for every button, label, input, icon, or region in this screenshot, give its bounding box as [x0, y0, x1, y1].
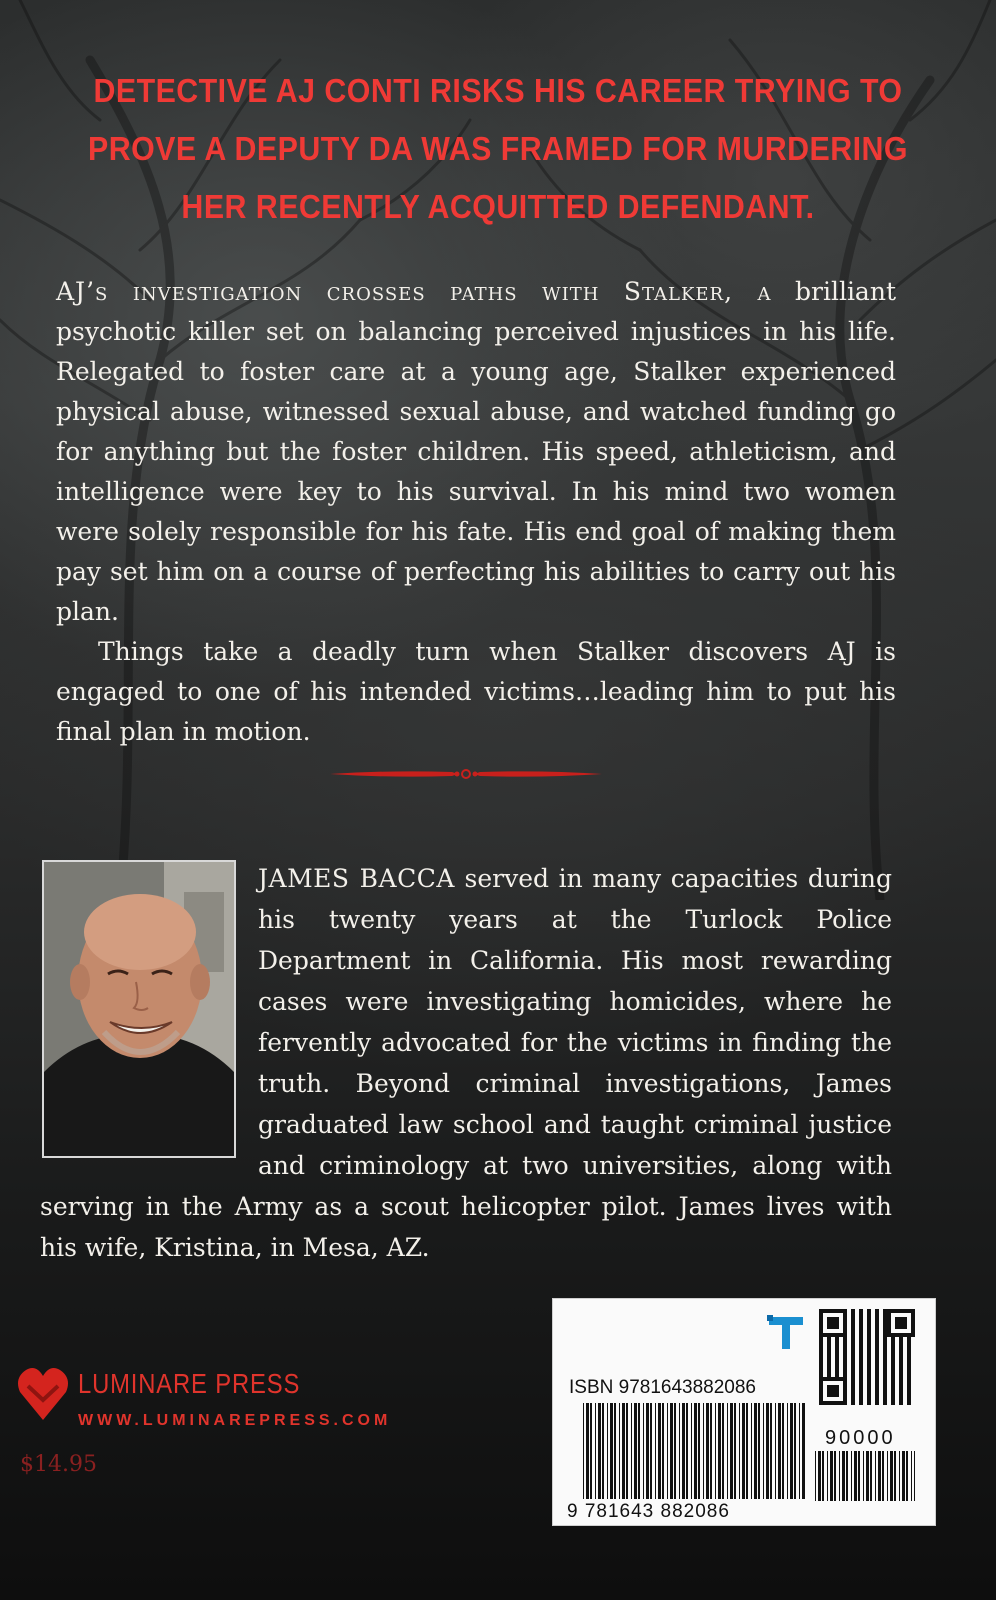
publisher-name: LUMINARE PRESS — [78, 1368, 301, 1399]
book-synopsis — [56, 272, 896, 752]
t-logo-icon — [767, 1313, 805, 1351]
heart-logo-icon — [18, 1364, 68, 1422]
publisher-url: WWW.LUMINAREPRESS.COM — [78, 1412, 392, 1429]
headline-line: HER RECENTLY ACQUITTED DEFENDANT. — [181, 188, 815, 225]
isbn-barcode — [583, 1403, 805, 1499]
headline-line: DETECTIVE AJ CONTI RISKS HIS CAREER TRYING TO — [93, 72, 903, 109]
publisher-block — [18, 1360, 418, 1440]
author-bio-text: served in many capacities during his twenty years at the Turlock Police Department in California. His most rewarding cases were investigating homicides, where he fervently advocated for the victims in finding the truth. Beyond criminal investigations, James graduated law school and taught criminal justice and criminology at two universities, along with serving in the Army as a scout helicopter pilot. James lives with his wife, Kristina, in Mesa, AZ. — [40, 864, 893, 1262]
barcode-panel — [552, 1298, 936, 1526]
isbn-digits: 9 781643 882086 — [567, 1501, 730, 1522]
qr-code-icon — [819, 1309, 915, 1405]
photo-spacer — [40, 858, 258, 1148]
synopsis-lead-caps: AJ’s investigation crosses paths with Stalker, a — [56, 277, 772, 306]
author-bio — [40, 858, 892, 1268]
synopsis-text: brilliant psychotic killer set on balancing perceived injustices in his life. Relegated to foster care at a young age, Stalker experienced physical abuse, witnessed sexual abuse, and watched funding go for anything but the foster children. His speed, athleticism, and intelligence were key to his survival. In his mind two women were solely responsible for his fate. His end goal of making them pay set him on a course of perfecting his abilities to carry out his plan. — [56, 277, 896, 626]
price-code: 90000 — [825, 1427, 896, 1449]
price-label: $14.95 — [20, 1452, 97, 1477]
isbn-label: ISBN 9781643882086 — [569, 1377, 756, 1398]
author-name: JAMES BACCA — [258, 864, 455, 893]
synopsis-paragraph-2: Things take a deadly turn when Stalker discovers AJ is engaged to one of his intended victims…leading him to put his final plan in motion. — [56, 637, 896, 746]
price-addon-barcode — [815, 1451, 915, 1501]
headline-line: PROVE A DEPUTY DA WAS FRAMED FOR MURDERING — [88, 130, 908, 167]
synopsis-paragraph-1 — [56, 272, 896, 632]
divider-ornament-icon — [330, 764, 602, 784]
headline — [77, 62, 920, 236]
